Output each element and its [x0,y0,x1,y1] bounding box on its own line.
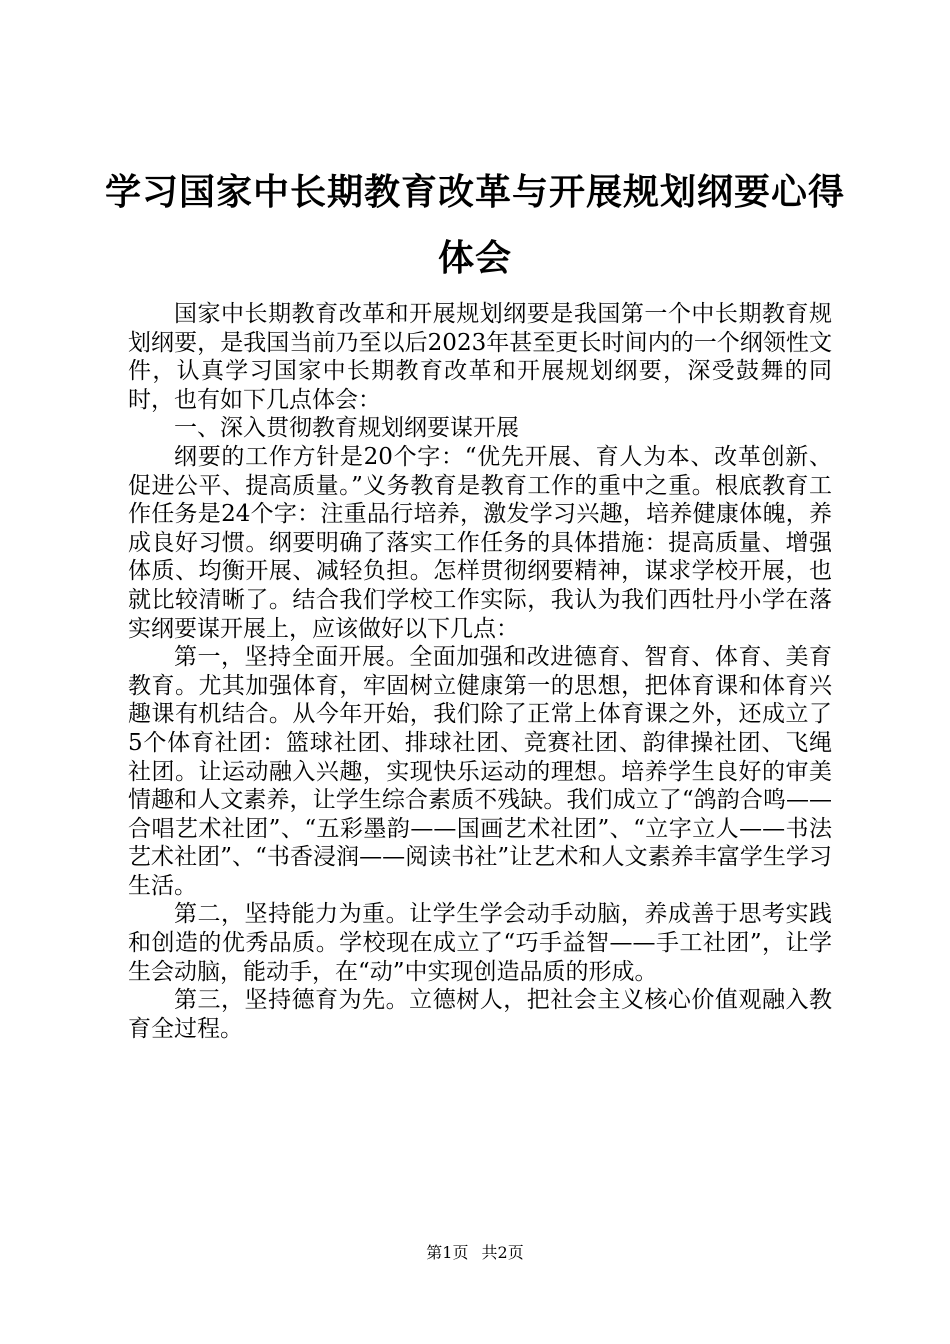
document-body [128,300,832,1043]
document-title: 学习国家中长期教育改革与开展规划纲要心得体会 [104,172,845,279]
paragraph-intro: 国家中长期教育改革和开展规划纲要是我国第一个中长期教育规划纲要，是我国当前乃至以后2023年甚至更长时间内的一个纲领性文件，认真学习国家中长期教育改革和开展规划纲要，深受鼓舞的同时，也有如下几点体会： [128,301,832,413]
paragraph-point-two: 第二，坚持能力为重。让学生学会动手动脑，养成善于思考实践和创造的优秀品质。学校现在成立了“巧手益智——手工社团”，让学生会动脑，能动手，在“动”中实现创造品质的形成。 [128,901,832,985]
page-footer [0,1243,950,1263]
page-number: 第1页 [426,1243,469,1262]
paragraph-point-one: 第一，坚持全面开展。全面加强和改进德育、智育、体育、美育教育。尤其加强体育，牢固树立健康第一的思想，把体育课和体育兴趣课有机结合。从今年开始，我们除了正常上体育课之外，还成立了5个体育社团：篮球社团、排球社团、竞赛社团、韵律操社团、飞绳社团。让运动融入兴趣，实现快乐运动的理想。培养学生良好的审美情趣和人文素养，让学生综合素质不残缺。我们成立了“鸽韵合鸣——合唱艺术社团”、“五彩墨韵——国画艺术社团”、“立字立人——书法艺术社团”、“书香浸润——阅读书社”让艺术和人文素养丰富学生学习生活。 [128,644,832,899]
page-total: 共2页 [481,1243,524,1262]
section-heading: 一、深入贯彻教育规划纲要谋开展 [174,415,519,442]
paragraph-point-three: 第三，坚持德育为先。立德树人，把社会主义核心价值观融入教育全过程。 [128,987,832,1042]
paragraph-guideline: 纲要的工作方针是20个字：“优先开展、育人为本、改革创新、促进公平、提高质量。”义务教育是教育工作的重中之重。根底教育工作任务是24个字：注重品行培养，激发学习兴趣，培养健康体魄，养成良好习惯。纲要明确了落实工作任务的具体措施：提高质量、增强体质、均衡开展、减轻负担。怎样贯彻纲要精神，谋求学校开展，也就比较清晰了。结合我们学校工作实际，我认为我们西牡丹小学在落实纲要谋开展上，应该做好以下几点： [128,443,832,642]
